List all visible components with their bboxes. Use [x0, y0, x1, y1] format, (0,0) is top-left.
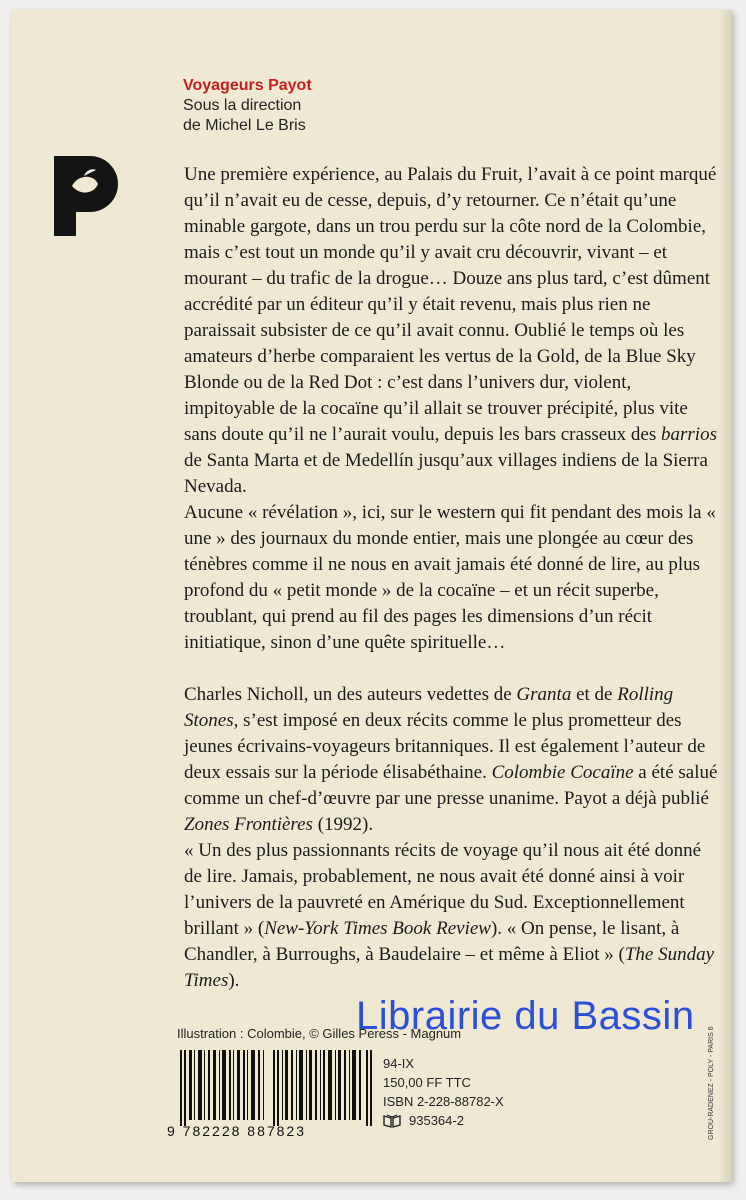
printer-mention: GROU-RADENEZ - POLY - PARIS 6 [708, 1026, 715, 1140]
series-info [183, 76, 312, 136]
barcode-icon [180, 1050, 374, 1126]
press-quotes-paragraph: « Un des plus passionnants récits de voyage qu’il nous ait été donné de lire. Jamais, probablement, ne nous avait été donné ainsi à voir l’univers de la pauvreté en Amérique du Sud. Exceptionnellement brillant » (New-York Times Book Review). « On pense, le lisant, à Chandler, à Burroughs, à Baudelaire – et même à Eliot » (The Sunday Times). [184, 840, 715, 991]
back-cover-text [184, 162, 720, 994]
publication-info [383, 1054, 504, 1130]
cover-edge-shadow [718, 10, 732, 1182]
pub-ref-row [383, 1111, 504, 1130]
series-title: Voyageurs Payot [183, 77, 312, 94]
pub-ref: 935364-2 [409, 1113, 464, 1128]
pub-isbn: ISBN 2-228-88782-X [383, 1094, 504, 1109]
open-book-icon [383, 1114, 401, 1128]
summary-paragraph: Une première expérience, au Palais du Fruit, l’avait à ce point marqué qu’il n’avait eu de cesse, depuis, d’y retourner. Ce n’était qu’une minable gargote, dans un trou perdu sur la côte nord de la Colombie, mais c’est tout un monde qu’il y avait cru découvrir, vivant – et mourant – du trafic de la drogue… Douze ans plus tard, c’est dûment accrédité par un éditeur qu’il y était revenu, mais plus rien ne paraissait subsister de ce qu’il avait connu. Oublié le temps où les amateurs d’herbe comparaient les vertus de la Gold, de la Blue Sky Blonde ou de la Red Dot : c’est dans l’univers dur, violent, impitoyable de la cocaïne qu’il allait se trouver précipité, plus vite sans doute qu’il ne l’aurait voulu, depuis les bars crasseux des barrios de Santa Marta et de Medellín jusqu’aux villages indiens de la Sierra Nevada. [184, 164, 717, 497]
pub-code: 94-IX [383, 1056, 415, 1071]
series-direction-line1: Sous la direction [183, 97, 302, 114]
payot-p-logo-icon [54, 156, 118, 236]
author-paragraph: Charles Nicholl, un des auteurs vedettes de Granta et de Rolling Stones, s’est imposé en deux récits comme le plus prometteur des jeunes écrivains-voyageurs britanniques. Il est également l’auteur de deux essais sur la période élisabéthaine. Colombie Cocaïne a été salué comme un chef-d’œuvre par une presse unanime. Payot a déjà publié Zones Frontières (1992). [184, 684, 718, 835]
series-direction-line2: de Michel Le Bris [183, 117, 306, 134]
pub-price: 150,00 FF TTC [383, 1075, 471, 1090]
summary-paragraph-2: Aucune « révélation », ici, sur le western qui fit pendant des mois la « une » des journaux du monde entier, mais une plongée au cœur des ténèbres comme il ne nous en avait jamais été donné de lire, au plus profond du « petit monde » de la cocaïne – et un récit superbe, troublant, qui prend au fil des pages les dimensions d’un récit initiatique, sinon d’une quête spirituelle… [184, 502, 716, 653]
illustration-credit: Illustration : Colombie, © Gilles Peress - Magnum [177, 1026, 462, 1041]
bookstore-watermark: Librairie du Bassin [356, 994, 695, 1038]
barcode-digits: 9 782228 887823 [167, 1123, 306, 1139]
